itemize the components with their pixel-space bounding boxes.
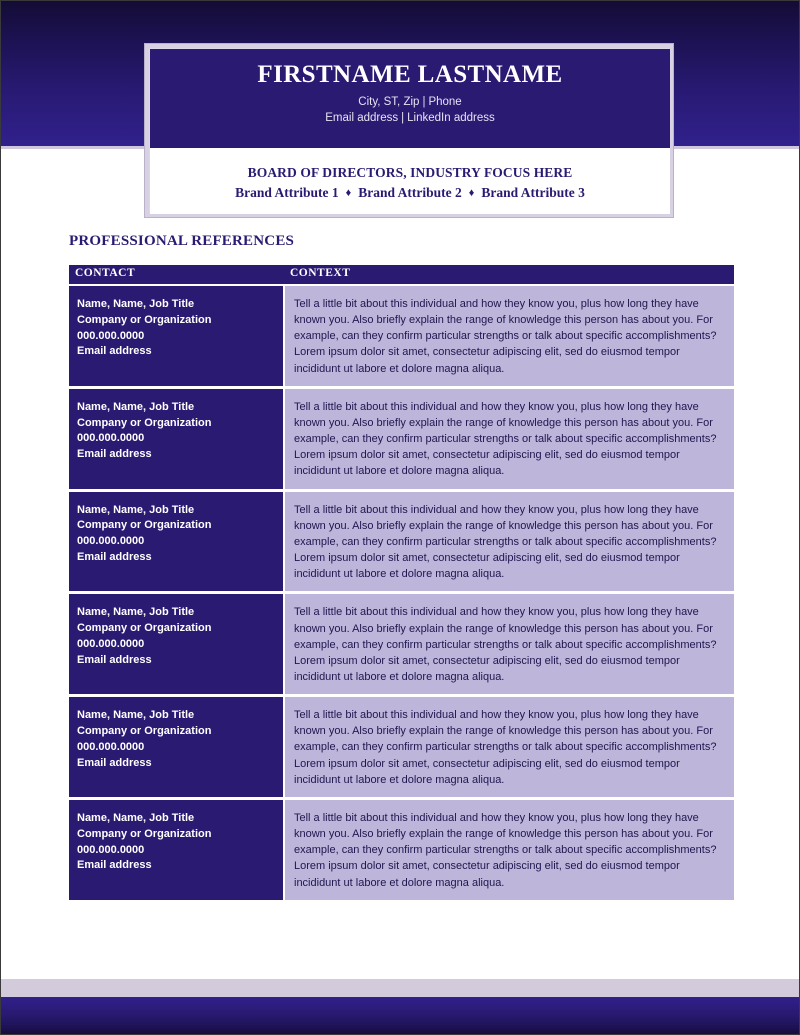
header-frame-box xyxy=(144,43,674,218)
reference-name: Name, Name, Job Title xyxy=(77,811,195,824)
reference-context-text: Tell a little bit about this individual and how they know you, plus how long they have known you. Also briefly explain the range of knowledge this person has about you. For example, can they confirm particular strengths or talk about specific accomplishments? Lorem ipsum dolor sit amet, consectetur adipiscing elit, sed do eiusmod tempor incididunt ut labore et dolore magna aliqua. xyxy=(294,503,717,581)
contact-cell xyxy=(69,594,283,694)
reference-email: Email address xyxy=(77,653,152,666)
contact-cell xyxy=(69,492,283,592)
reference-name: Name, Name, Job Title xyxy=(77,606,195,619)
header-role-title: BOARD OF DIRECTORS, INDUSTRY FOCUS HERE xyxy=(247,165,573,180)
reference-email: Email address xyxy=(77,551,152,564)
table-row xyxy=(69,594,734,694)
reference-name: Name, Name, Job Title xyxy=(77,298,195,310)
reference-company: Company or Organization xyxy=(77,519,212,532)
diamond-bullet-icon: ♦ xyxy=(468,186,475,199)
reference-company: Company or Organization xyxy=(77,416,212,429)
reference-phone: 000.000.0000 xyxy=(77,638,145,650)
reference-phone: 000.000.0000 xyxy=(77,535,145,548)
contact-cell xyxy=(69,697,283,797)
reference-company: Company or Organization xyxy=(77,827,212,840)
brand-attribute-1: Brand Attribute 1 xyxy=(235,184,339,200)
reference-context-text: Tell a little bit about this individual and how they know you, plus how long they have known you. Also briefly explain the range of knowledge this person has about you. For example, can they confirm particular strengths or talk about specific accomplishments? Lorem ipsum dolor sit amet, consectetur adipiscing elit, sed do eiusmod tempor incididunt ut labore et dolore magna aliqua. xyxy=(294,400,717,478)
context-cell xyxy=(283,492,734,592)
reference-phone: 000.000.0000 xyxy=(77,740,145,753)
reference-name: Name, Name, Job Title xyxy=(77,400,195,413)
reference-name: Name, Name, Job Title xyxy=(77,709,195,722)
contact-cell xyxy=(69,286,283,386)
footer-banner-decoration xyxy=(1,997,800,1035)
header-separator-1: | xyxy=(422,96,426,108)
reference-email: Email address xyxy=(77,859,152,872)
reference-name: Name, Name, Job Title xyxy=(77,503,195,516)
context-cell xyxy=(283,800,734,900)
header-identity-panel xyxy=(150,49,670,148)
brand-attribute-2: Brand Attribute 2 xyxy=(358,184,462,200)
section-heading-professional-references: PROFESSIONAL REFERENCES xyxy=(69,233,295,249)
context-cell xyxy=(283,594,734,694)
header-location-phone-line xyxy=(150,94,670,110)
reference-company: Company or Organization xyxy=(77,622,212,635)
column-header-contact: CONTACT xyxy=(69,265,283,284)
reference-context-text: Tell a little bit about this individual and how they know you, plus how long they have known you. Also briefly explain the range of knowledge this person has about you. For example, can they confirm particular strengths or talk about specific accomplishments? Lorem ipsum dolor sit amet, consectetur adipiscing elit, sed do eiusmod tempor incididunt ut labore et dolore magna aliqua. xyxy=(294,811,717,889)
page-title: FIRSTNAME LASTNAME xyxy=(257,61,563,88)
contact-cell xyxy=(69,800,283,900)
contact-cell xyxy=(69,389,283,489)
table-row xyxy=(69,697,734,797)
header-brand-attributes xyxy=(150,184,670,202)
context-cell xyxy=(283,389,734,489)
reference-context-text: Tell a little bit about this individual and how they know you, plus how long they have known you. Also briefly explain the range of knowledge this person has about you. For example, can they confirm particular strengths or talk about specific accomplishments? Lorem ipsum dolor sit amet, consectetur adipiscing elit, sed do eiusmod tempor incididunt ut labore et dolore magna aliqua. xyxy=(294,298,717,375)
footer-accent-band xyxy=(1,979,800,997)
reference-company: Company or Organization xyxy=(77,313,212,326)
table-row xyxy=(69,800,734,900)
context-cell xyxy=(283,286,734,386)
diamond-bullet-icon: ♦ xyxy=(345,186,352,199)
reference-context-text: Tell a little bit about this individual and how they know you, plus how long they have known you. Also briefly explain the range of knowledge this person has about you. For example, can they confirm particular strengths or talk about specific accomplishments? Lorem ipsum dolor sit amet, consectetur adipiscing elit, sed do eiusmod tempor incididunt ut labore et dolore magna aliqua. xyxy=(294,606,717,683)
header-email-linkedin-line xyxy=(150,110,670,126)
header-email[interactable]: Email address xyxy=(325,112,399,125)
table-row xyxy=(69,286,734,386)
table-header-row xyxy=(69,265,734,284)
header-branding-panel xyxy=(150,148,670,214)
reference-email: Email address xyxy=(77,448,152,461)
references-table xyxy=(69,265,734,903)
reference-phone: 000.000.0000 xyxy=(77,432,145,445)
reference-phone: 000.000.0000 xyxy=(77,843,145,856)
header-location: City, ST, Zip xyxy=(358,96,420,108)
table-row xyxy=(69,389,734,489)
column-header-context: CONTEXT xyxy=(283,265,734,284)
header-linkedin[interactable]: LinkedIn address xyxy=(407,112,495,125)
reference-phone: 000.000.0000 xyxy=(77,329,145,342)
header-separator-2: | xyxy=(401,112,405,125)
reference-email: Email address xyxy=(77,345,152,358)
header-phone: Phone xyxy=(428,96,462,108)
context-cell xyxy=(283,697,734,797)
brand-attribute-3: Brand Attribute 3 xyxy=(481,184,585,200)
table-row xyxy=(69,492,734,592)
reference-context-text: Tell a little bit about this individual and how they know you, plus how long they have known you. Also briefly explain the range of knowledge this person has about you. For example, can they confirm particular strengths or talk about specific accomplishments? Lorem ipsum dolor sit amet, consectetur adipiscing elit, sed do eiusmod tempor incididunt ut labore et dolore magna aliqua. xyxy=(294,709,717,786)
reference-company: Company or Organization xyxy=(77,724,212,737)
reference-email: Email address xyxy=(77,756,152,769)
